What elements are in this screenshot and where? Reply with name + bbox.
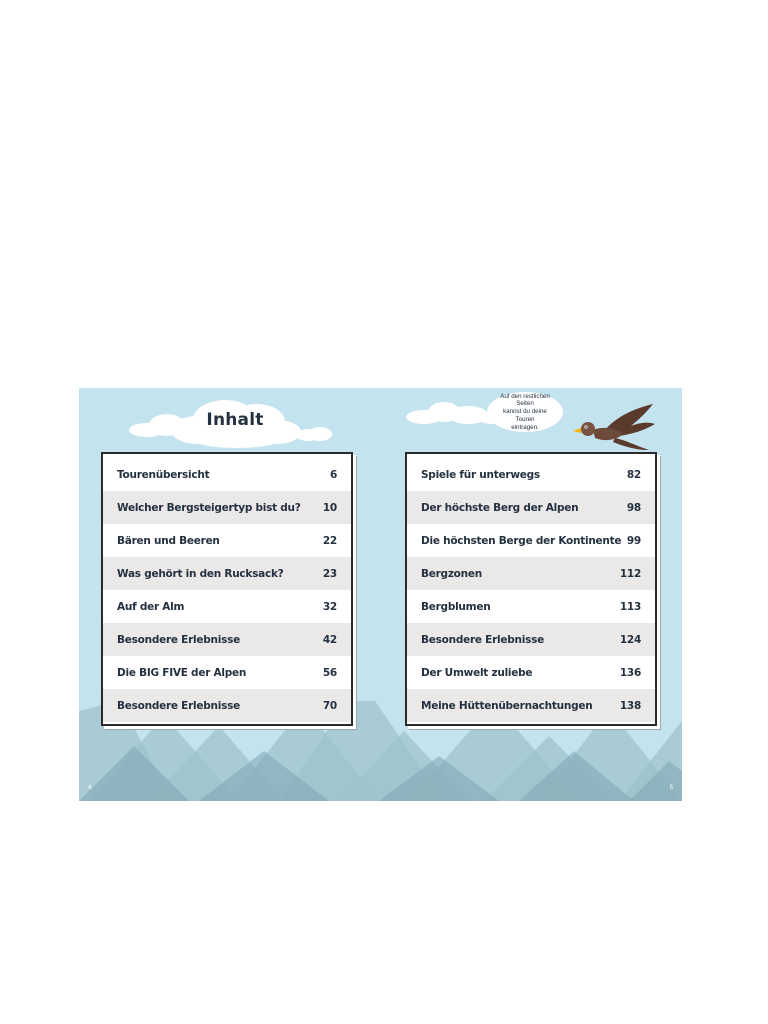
toc-label: Der Umwelt zuliebe (421, 666, 533, 679)
toc-page-number: 6 (329, 468, 337, 481)
page-title: Inhalt (206, 410, 264, 430)
book-spread (79, 388, 682, 801)
toc-page-number: 112 (619, 567, 641, 580)
toc-page-number: 23 (322, 567, 337, 580)
toc-page-number: 136 (619, 666, 641, 679)
toc-page-number: 124 (619, 633, 641, 646)
toc-label: Die höchsten Berge der Kontinente (421, 534, 622, 547)
toc-row[interactable] (103, 689, 351, 722)
toc-label: Der höchste Berg der Alpen (421, 501, 579, 514)
toc-row[interactable] (407, 656, 655, 689)
toc-row[interactable] (103, 623, 351, 656)
toc-label: Die BIG FIVE der Alpen (117, 666, 247, 679)
toc-row[interactable] (103, 590, 351, 623)
toc-page-number: 113 (619, 600, 641, 613)
toc-card-left (101, 452, 353, 726)
toc-page-number: 56 (322, 666, 337, 679)
toc-row[interactable] (407, 491, 655, 524)
toc-page-number: 138 (619, 699, 641, 712)
toc-label: Bären und Beeren (117, 534, 220, 547)
toc-row[interactable] (103, 491, 351, 524)
cloud-right (294, 424, 334, 442)
toc-page-number: 32 (322, 600, 337, 613)
page-number-right: 5 (669, 785, 673, 791)
toc-page-number: 70 (322, 699, 337, 712)
toc-row[interactable] (407, 623, 655, 656)
toc-page-number: 98 (626, 501, 641, 514)
toc-row[interactable] (407, 524, 655, 557)
toc-page-number: 99 (626, 534, 641, 547)
speech-bubble (487, 392, 563, 432)
toc-row[interactable] (103, 656, 351, 689)
toc-card-right (405, 452, 657, 726)
toc-row[interactable] (407, 689, 655, 722)
toc-row[interactable] (407, 590, 655, 623)
toc-row[interactable] (407, 557, 655, 590)
toc-label: Bergblumen (421, 600, 491, 613)
toc-label: Welcher Bergsteigertyp bist du? (117, 501, 301, 514)
toc-row[interactable] (103, 458, 351, 491)
toc-label: Auf der Alm (117, 600, 185, 613)
toc-page-number: 22 (322, 534, 337, 547)
toc-row[interactable] (103, 524, 351, 557)
toc-page-number: 10 (322, 501, 337, 514)
toc-label: Tourenübersicht (117, 468, 210, 481)
toc-label: Besondere Erlebnisse (421, 633, 544, 646)
toc-label: Was gehört in den Rucksack? (117, 567, 284, 580)
toc-label: Besondere Erlebnisse (117, 699, 240, 712)
toc-label: Bergzonen (421, 567, 482, 580)
toc-row[interactable] (103, 557, 351, 590)
toc-row[interactable] (407, 458, 655, 491)
toc-label: Meine Hüttenübernachtungen (421, 699, 593, 712)
eagle-illustration (553, 402, 659, 452)
toc-label: Besondere Erlebnisse (117, 633, 240, 646)
toc-label: Spiele für unterwegs (421, 468, 540, 481)
toc-page-number: 42 (322, 633, 337, 646)
speech-bubble-text: Auf den restlichen Seiten kannst du deine Touren eintragen. (500, 392, 550, 431)
page-number-left: 4 (88, 785, 92, 791)
toc-page-number: 82 (626, 468, 641, 481)
